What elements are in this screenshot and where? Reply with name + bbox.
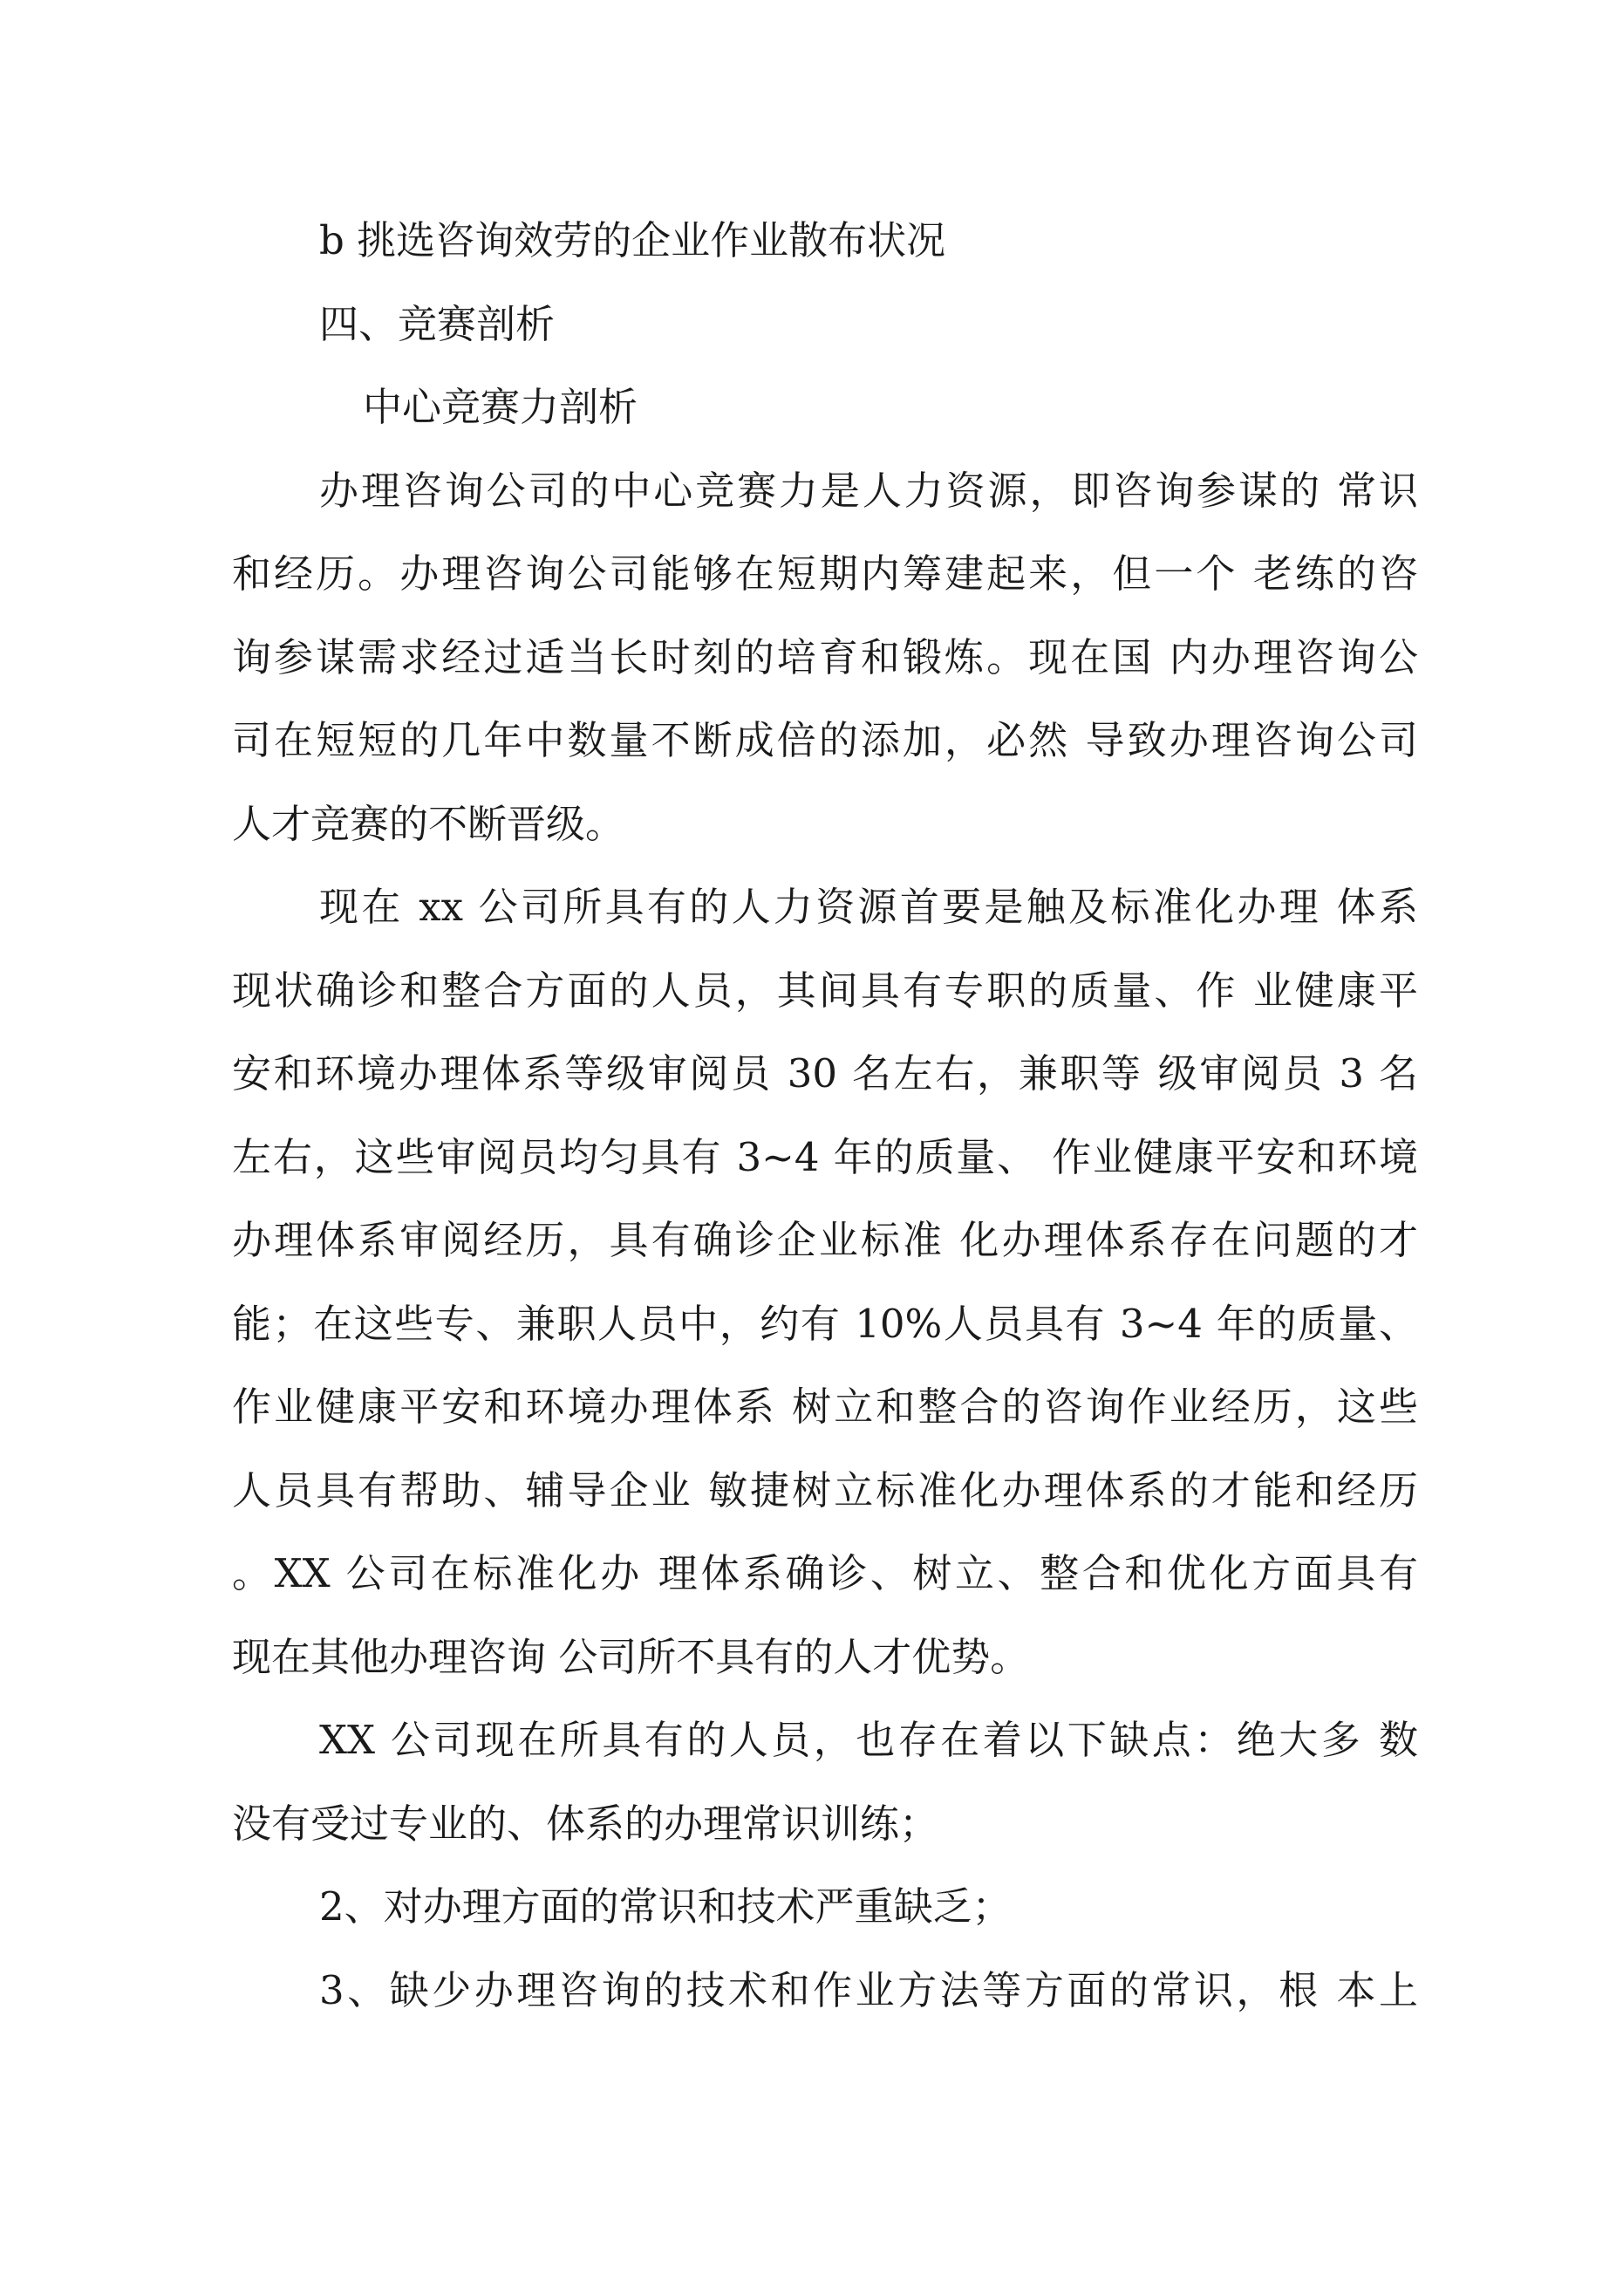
list-item: 2、对办理方面的常识和技术严重缺乏； — [319, 1883, 1012, 1930]
text-line: 办理咨询公司的中心竞赛力是人力资源，即咨询参谋的 常识 — [319, 467, 1418, 514]
text-line: 现在其他办理咨询 公司所不具有的人才优势。 — [232, 1633, 1030, 1680]
list-item: 3、缺少办理咨询的技术和作业方法等方面的常识，根 本上 — [319, 1966, 1418, 2013]
subsection-heading: 中心竞赛力剖析 — [363, 384, 638, 430]
text-line: 能；在这些专、兼职人员中，约有 10%人员具有 3~4 年的质量、 — [232, 1300, 1418, 1347]
text-line: 没有受过专业的、体系的办理常识训练； — [232, 1800, 939, 1847]
text-line: 。XX 公司在标准化办 理体系确诊、树立、整合和优化方面具有 — [232, 1550, 1418, 1596]
text-line: 办理体系审阅经历，具有确诊企业标准 化办理体系存在问题的才 — [232, 1217, 1418, 1263]
text-line: 安和环境办理体系等级审阅员 30 名左右，兼职等 级审阅员 3 名 — [232, 1050, 1418, 1097]
text-line: 作业健康平安和环境办理体系 树立和整合的咨询作业经历，这些 — [232, 1384, 1418, 1430]
text-line: b 挑选咨询效劳的企业作业散布状况 — [319, 217, 946, 263]
text-line: 人员具有帮助、辅导企业 敏捷树立标准化办理体系的才能和经历 — [232, 1466, 1418, 1514]
text-line: 询参谋需求经过适当长时刻的培育和锻炼。现在国 内办理咨询公 — [232, 633, 1418, 680]
document-body — [232, 199, 1418, 2032]
text-line: 和经历。办理咨询公司能够在短期内筹建起来，但一个 老练的咨 — [232, 550, 1418, 597]
text-line: XX 公司现在所具有的人员，也存在着以下缺点：绝大多 数 — [319, 1717, 1418, 1763]
text-line: 左右，这些审阅员均匀具有 3~4 年的质量、 作业健康平安和环境 — [232, 1133, 1418, 1180]
text-line: 司在短短的几年中数量不断成倍的添加，必然 导致办理咨询公司 — [232, 717, 1418, 763]
section-heading: 四、竞赛剖析 — [319, 300, 556, 347]
text-line: 现状确诊和整合方面的人员，其间具有专职的质量、作 业健康平 — [232, 967, 1418, 1014]
text-line: 人才竞赛的不断晋级。 — [232, 800, 625, 847]
text-line: 现在 xx 公司所具有的人力资源首要是触及标准化办理 体系 — [319, 884, 1418, 930]
